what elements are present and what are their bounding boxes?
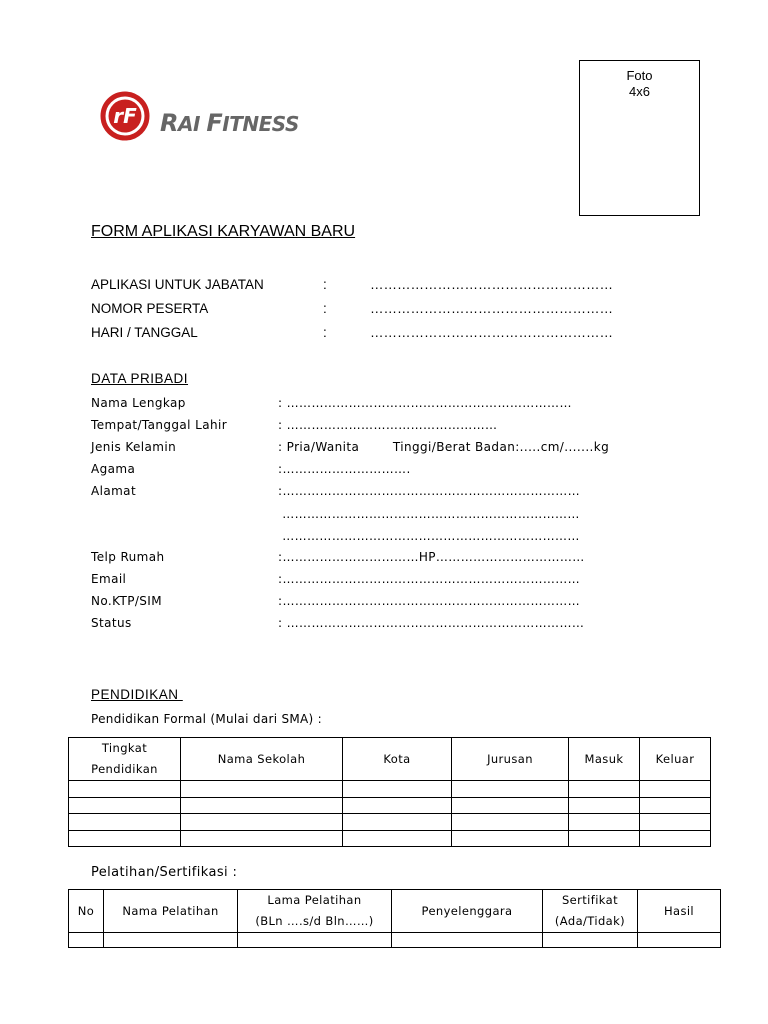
column-header-school: Nama Sekolah [181,738,343,781]
table-row[interactable] [69,814,711,831]
logo-emblem-icon [100,90,154,144]
field-value[interactable]: : …………………………………………………………… [278,396,572,410]
table-row[interactable] [69,933,721,948]
column-header-duration: Lama Pelatihan (BLn ….s/d Bln……) [238,890,392,933]
field-value[interactable]: ……………………………………………………………… [278,507,580,521]
field-value[interactable]: :……………………………HP……………………………… [278,550,585,564]
photo-label: Foto [626,68,653,83]
field-value[interactable]: ……………………………………………………………… [278,529,580,543]
column-header-training-name: Nama Pelatihan [104,890,238,933]
column-header-result: Hasil [638,890,721,933]
column-header-start: Masuk [569,738,640,781]
education-table [68,737,711,847]
table-row[interactable] [69,831,711,847]
logo-brand-name: RAI FITNESS [160,109,299,137]
education-title: PENDIDIKAN [91,687,183,702]
field-value[interactable]: : …………………………………………… [278,418,498,432]
table-row[interactable] [69,798,711,814]
column-header-certificate: Sertifikat (Ada/Tidak) [543,890,638,933]
personal-data-title: DATA PRIBADI [91,371,189,386]
field-value[interactable]: :……………………………………………………………… [278,572,581,586]
field-value[interactable]: :…………………………. [278,462,411,476]
training-table [68,889,721,948]
fill-in-dots[interactable]: ……………………………………………… [370,301,613,316]
column-header-major: Jurusan [452,738,569,781]
column-header-level: Tingkat Pendidikan [69,738,181,781]
photo-size-label: 4x6 [629,84,650,99]
column-header-organizer: Penyelenggara [392,890,543,933]
field-value[interactable]: :……………………………………………………………… [278,594,581,608]
table-header-row [69,738,711,781]
column-header-end: Keluar [640,738,711,781]
logo-initials: rF [113,104,137,128]
field-value[interactable]: : ……………………………………………………………… [278,616,585,630]
fill-in-dots[interactable]: ……………………………………………… [370,277,613,292]
fill-in-dots[interactable]: ……………………………………………… [370,325,613,340]
formal-education-label: Pendidikan Formal (Mulai dari SMA) : [91,712,322,726]
field-value[interactable]: :……………………………………………………………… [278,484,581,498]
table-row[interactable] [69,781,711,798]
column-header-no: No [69,890,104,933]
photo-placeholder-box [579,60,700,216]
field-value[interactable]: : Pria/Wanita Tinggi/Berat Badan:.....cm/.......kg [278,440,610,454]
table-header-row [69,890,721,933]
training-label: Pelatihan/Sertifikasi : [91,865,238,880]
column-header-city: Kota [343,738,452,781]
form-title: FORM APLIKASI KARYAWAN BARU [91,223,356,240]
